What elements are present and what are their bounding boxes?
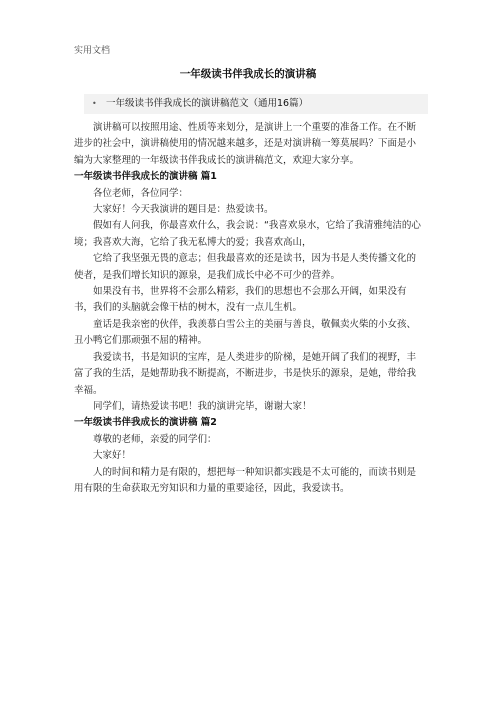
paragraph: 大家好！ (93, 450, 132, 462)
table-of-contents (84, 94, 428, 114)
paragraph: 人的时间和精力是有限的，想把每一种知识都实践是不太可能的，而读书则是用有限的生命获取无穷知识和力量的重要途径，因此，我爱读书。 (74, 466, 417, 494)
paragraph: 童话是我亲密的伙伴，我羡慕白雪公主的美丽与善良，敬佩卖火柴的小女孩、丑小鸭它们那顽强不屈的精神。 (74, 318, 417, 347)
paragraph: 如果没有书，世界将不会那么精彩，我们的思想也不会那么开阔，如果没有书，我们的头脑就会像干枯的树木，没有一点儿生机。 (74, 286, 407, 314)
paragraph: 假如有人问我，你最喜欢什么，我会说：“我喜欢泉水，它给了我清雅纯洁的心境；我喜欢大海，它给了我无私博大的爱；我喜欢高山， (74, 220, 421, 248)
document-body (74, 120, 424, 497)
document-title: 一年级读书伴我成长的演讲稿 (179, 68, 317, 80)
paragraph: 我爱读书，书是知识的宝库，是人类进步的阶梯，是她开阔了我们的视野，丰富了我的生活，是她帮助我不断提高，不断进步，书是快乐的源泉，是她，带给我幸福。 (74, 351, 417, 396)
section-heading-1: 一年级读书伴我成长的演讲稿 篇1 (74, 171, 217, 183)
header-label: 实用文档 (74, 46, 111, 56)
paragraph: 同学们，请热爱读书吧！我的演讲完毕，谢谢大家！ (93, 400, 312, 412)
paragraph: 大家好！今天我演讲的题目是：热爱读书。 (93, 204, 274, 216)
bullet-icon: • (92, 99, 97, 108)
paragraph: 各位老师，各位同学： (93, 187, 189, 199)
paragraph: 尊敬的老师，亲爱的同学们： (93, 433, 217, 445)
section-heading-2: 一年级读书伴我成长的演讲稿 篇2 (74, 417, 217, 429)
intro-paragraph: 演讲稿可以按照用途、性质等来划分，是演讲上一个重要的准备工作。在不断进步的社会中，演讲稿使用的情况越来越多，还是对演讲稿一筹莫展吗？下面是小编为大家整理的一年级读书伴我成长的演讲稿范文，欢迎大家分享。 (74, 122, 417, 166)
toc-item-link[interactable]: 一年级读书伴我成长的演讲稿范文（通用16篇） (106, 98, 309, 109)
paragraph: 它给了我坚强无畏的意志；但我最喜欢的还是读书，因为书是人类传播文化的使者，是我们增长知识的源泉，是我们成长中必不可少的营养。 (74, 253, 417, 281)
